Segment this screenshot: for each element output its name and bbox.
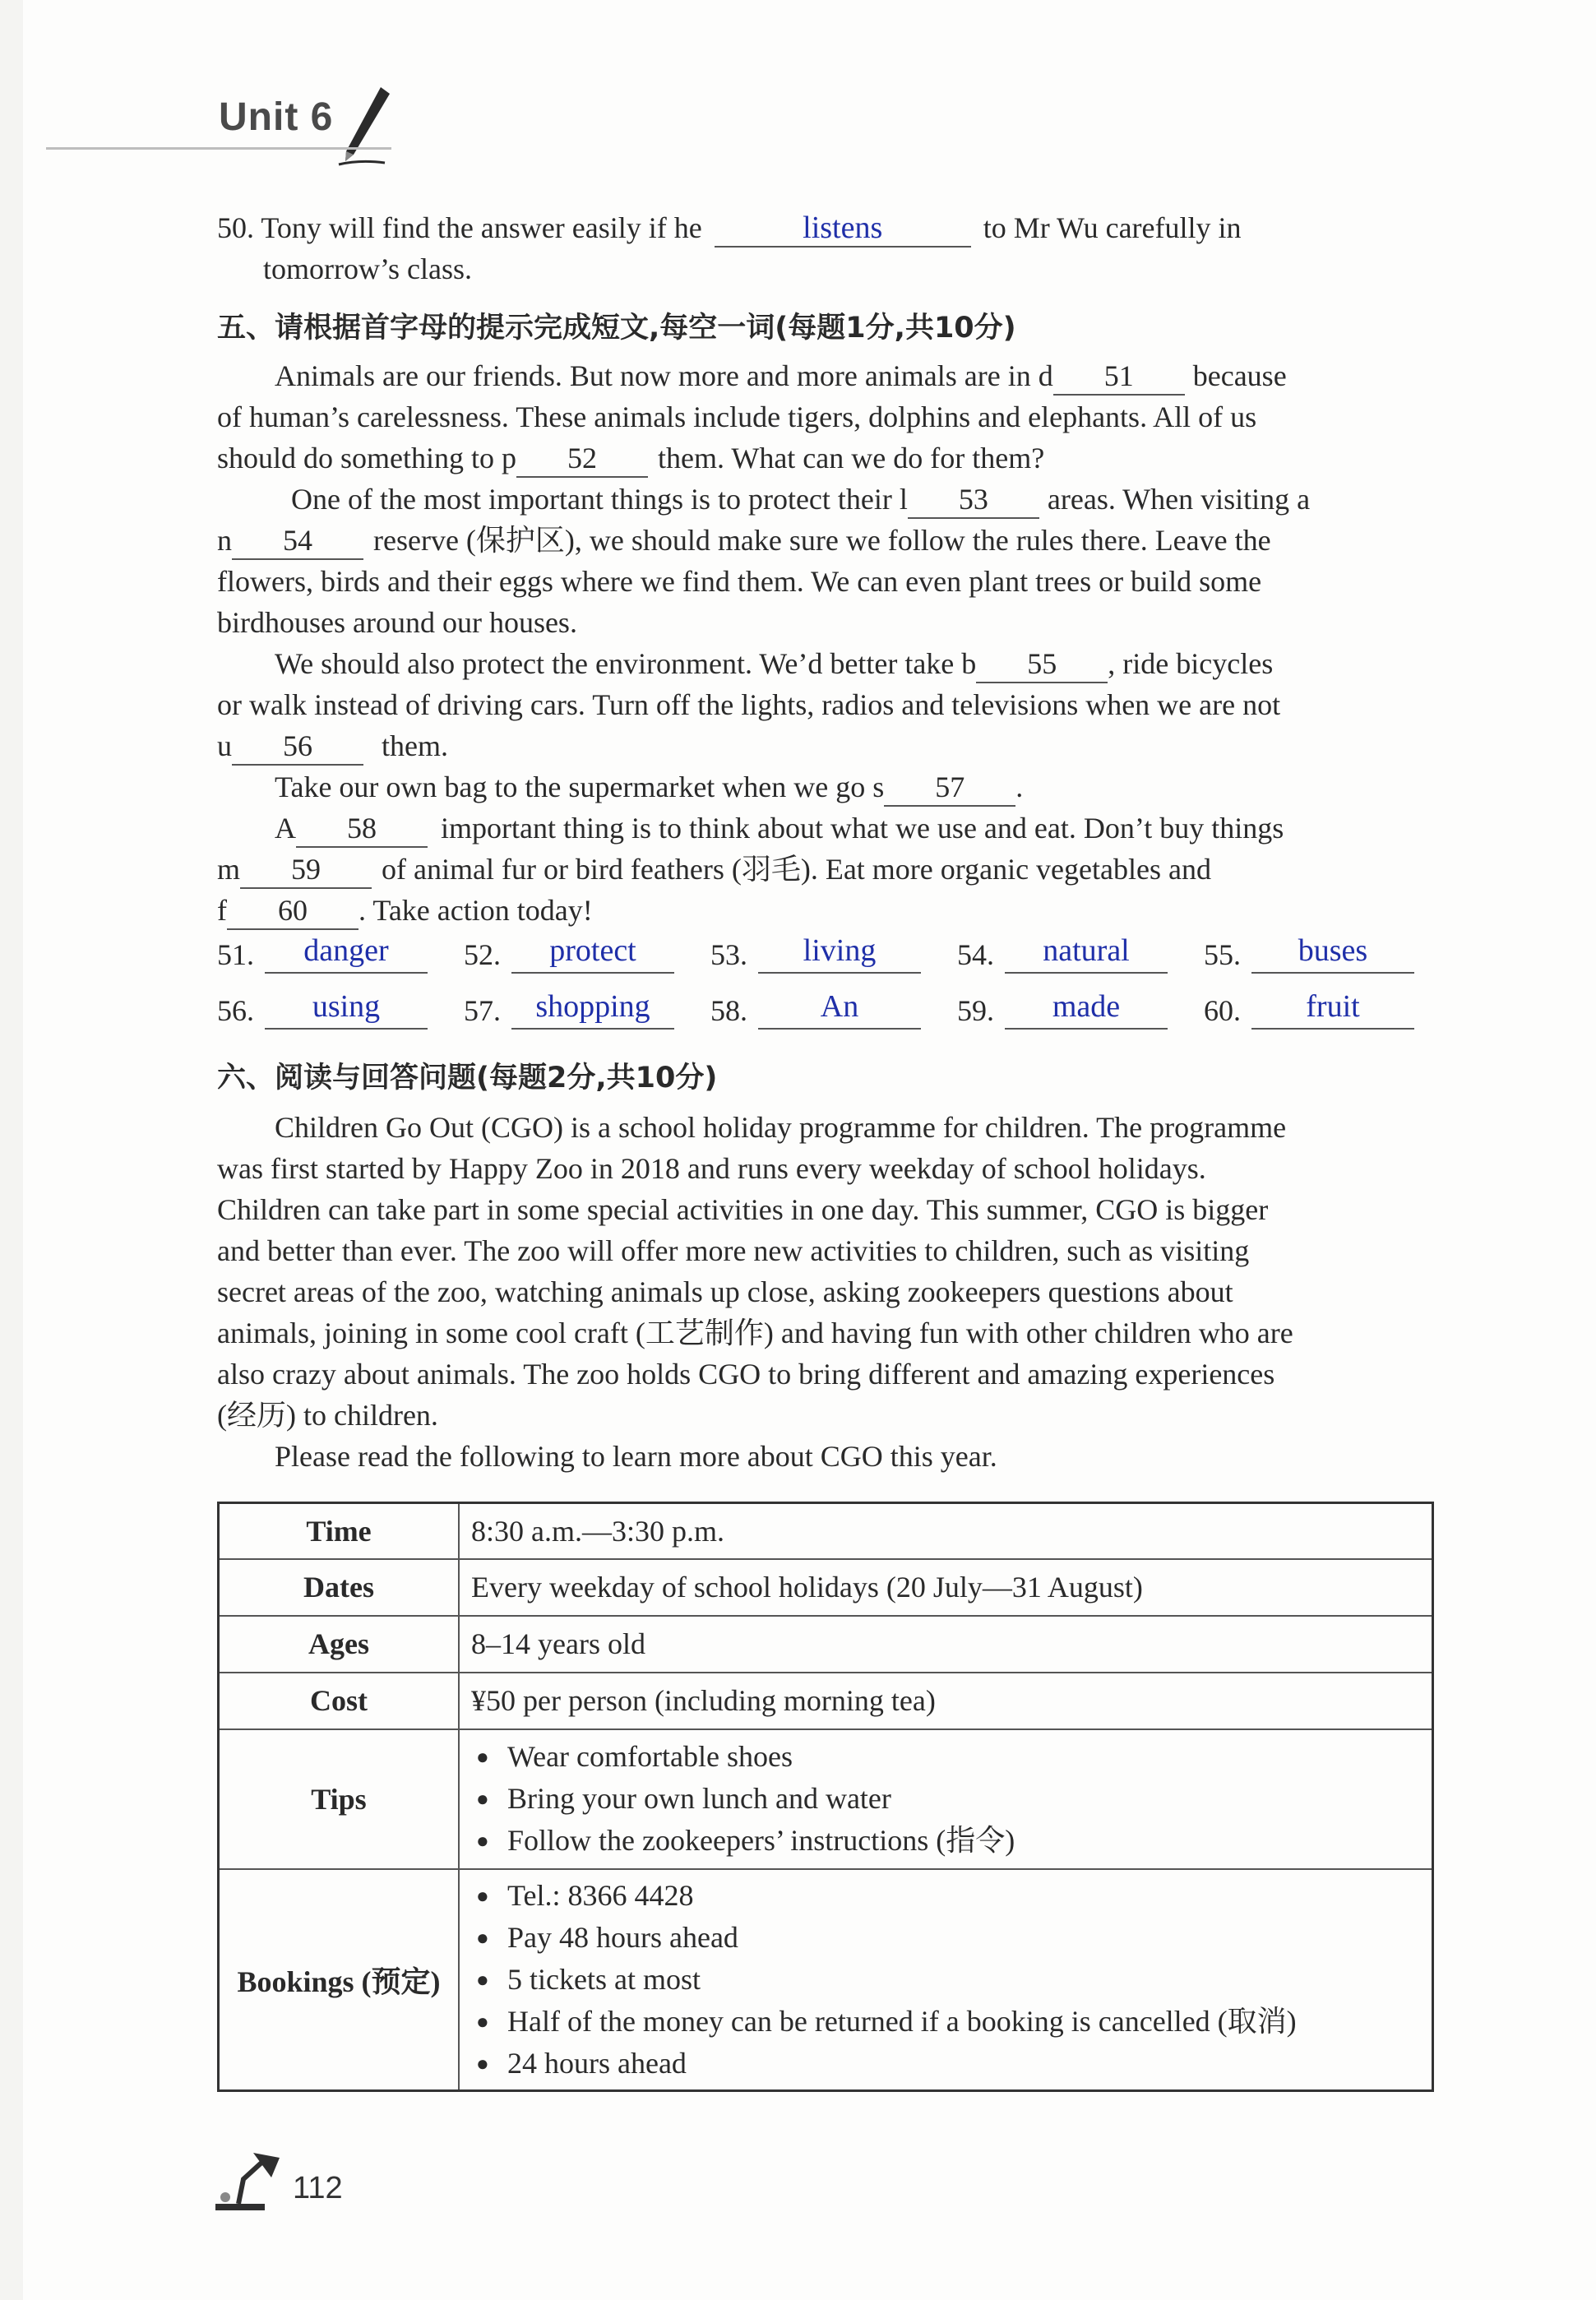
s5-line13: [217, 849, 1211, 890]
list-item-continuation: [471, 2043, 1420, 2085]
bookings-list: [471, 1875, 1420, 2085]
table-row: [219, 1559, 1433, 1616]
s6-line: Children can take part in some special activities in one day. This summer, CGO is bigger: [217, 1193, 1269, 1226]
answer-text: made: [1005, 988, 1168, 1030]
s5-text: We should also protect the environment. We’d better take b: [275, 647, 977, 680]
q50-answer: listens: [803, 211, 883, 245]
blank-55: [976, 646, 1108, 683]
s6-line: Please read the following to learn more about CGO this year.: [275, 1440, 997, 1473]
blank-57: [884, 769, 1015, 807]
s5-text: . Take action today!: [359, 894, 593, 927]
blank-num: 60: [278, 894, 308, 927]
s5-line9: or walk instead of driving cars. Turn off the lights, radios and televisions when we are not: [217, 688, 1281, 721]
cgo-info-table: [217, 1502, 1434, 2092]
table-key: Dates: [219, 1559, 460, 1616]
s5-text: Take our own bag to the supermarket when we go s: [275, 771, 885, 803]
answer-num: 56.: [217, 994, 254, 1027]
s6-line: was first started by Happy Zoo in 2018 and runs every weekday of school holidays.: [217, 1152, 1206, 1185]
blank-60: [227, 892, 359, 930]
s5-line12: [275, 808, 1284, 849]
q50-prefix: 50. Tony will find the answer easily if he: [217, 211, 702, 244]
list-item: ● Half of the money can be returned if a booking is cancelled (取消): [471, 2001, 1420, 2043]
answer-text: buses: [1251, 932, 1414, 974]
answer-58: [710, 989, 859, 1028]
answer-53: [710, 933, 877, 972]
list-item: ● Tel.: 8366 4428: [471, 1875, 1420, 1917]
s5-text: u: [217, 729, 232, 762]
table-row: [219, 1869, 1433, 2091]
answer-59: [957, 989, 1121, 1028]
q50-line1: [217, 207, 1242, 248]
blank-num: 55: [1027, 647, 1057, 680]
answer-text: natural: [1005, 932, 1168, 974]
blank-num: 54: [283, 524, 312, 557]
workbook-page: [23, 0, 1596, 2300]
section5-heading: 五、请根据首字母的提示完成短文,每空一词(每题1分,共10分): [217, 312, 1016, 345]
s5-line11: [275, 766, 1023, 808]
s6-line: animals, joining in some cool craft (工艺制作) and having fun with other children who are: [217, 1317, 1293, 1349]
blank-num: 59: [291, 853, 322, 886]
s5-text: Animals are our friends. But now more and more animals are in d: [275, 359, 1053, 392]
answer-num: 53.: [710, 938, 747, 971]
blank-58: [296, 810, 428, 848]
s5-text: should do something to p: [217, 442, 517, 474]
s5-text: reserve (保护区), we should make sure we follow the rules there. Leave the: [373, 524, 1271, 557]
page-number: 112: [293, 2171, 343, 2205]
table-value: [459, 1869, 1433, 2091]
answer-51: [217, 933, 389, 972]
blank-52: [516, 440, 648, 478]
s5-line8: [275, 643, 1273, 684]
table-value: [459, 1729, 1433, 1869]
answer-num: 54.: [957, 938, 994, 971]
answer-55: [1204, 933, 1368, 972]
table-row: [219, 1616, 1433, 1673]
s5-text: them. What can we do for them?: [658, 442, 1045, 474]
s5-text: areas. When visiting a: [1047, 483, 1311, 516]
answer-text: An: [758, 988, 921, 1030]
q50-suffix: to Mr Wu carefully in: [983, 211, 1242, 244]
s6-line: also crazy about animals. The zoo holds CGO to bring different and amazing experiences: [217, 1358, 1275, 1391]
answer-text: fruit: [1251, 988, 1414, 1030]
answer-num: 59.: [957, 994, 994, 1027]
blank-num: 51: [1103, 359, 1134, 392]
answer-57: [464, 989, 650, 1028]
table-row: [219, 1729, 1433, 1869]
answer-60: [1204, 989, 1360, 1028]
blank-num: 58: [347, 812, 377, 845]
table-value: ¥50 per person (including morning tea): [459, 1673, 1433, 1729]
s5-line10: [217, 725, 448, 766]
s5-line3: [217, 437, 1044, 479]
blank-59: [240, 851, 372, 889]
answer-text: shopping: [511, 988, 674, 1030]
table-key: Time: [219, 1503, 460, 1559]
s6-line: and better than ever. The zoo will offer more new activities to children, such as visiting: [217, 1234, 1250, 1267]
s5-text: of animal fur or bird feathers (羽毛). Eat more organic vegetables and: [382, 853, 1211, 886]
s5-line14: [217, 890, 593, 931]
s5-line4: [291, 479, 1310, 520]
blank-num: 56: [283, 729, 312, 762]
s5-line5: [217, 520, 1271, 561]
blank-53: [908, 481, 1039, 519]
list-item: ● Wear comfortable shoes: [471, 1736, 1420, 1778]
q50-answer-blank: [715, 210, 971, 248]
answer-num: 51.: [217, 938, 254, 971]
s5-line6: flowers, birds and their eggs where we find them. We can even plant trees or build some: [217, 565, 1262, 598]
table-row: [219, 1503, 1433, 1559]
s5-text: because: [1192, 359, 1287, 392]
s6-line: secret areas of the zoo, watching animals up close, asking zookeepers questions about: [217, 1275, 1233, 1308]
s5-text: f: [217, 894, 227, 927]
pen-icon: [335, 84, 393, 166]
s5-text: important thing is to think about what we use and eat. Don’t buy things: [441, 812, 1284, 845]
answer-num: 57.: [464, 994, 501, 1027]
s6-line: (经历) to children.: [217, 1399, 438, 1432]
answer-num: 60.: [1204, 994, 1241, 1027]
header-rule: [46, 147, 391, 150]
s5-text: m: [217, 853, 241, 886]
answer-text: danger: [265, 932, 428, 974]
table-value: 8–14 years old: [459, 1616, 1433, 1673]
answer-text: living: [758, 932, 921, 974]
answer-56: [217, 989, 381, 1028]
answer-text: using: [265, 988, 428, 1030]
table-key: Tips: [219, 1729, 460, 1869]
blank-num: 52: [567, 442, 598, 474]
answer-52: [464, 933, 636, 972]
continuation-text: 24 hours ahead: [507, 2046, 687, 2080]
answer-text: protect: [511, 932, 674, 974]
list-item: ● 5 tickets at most: [471, 1959, 1420, 2001]
answer-54: [957, 933, 1130, 972]
q50-line2: tomorrow’s class.: [263, 252, 472, 285]
blank-num: 53: [958, 483, 988, 516]
unit-title: Unit 6: [219, 95, 334, 139]
s5-text: A: [275, 812, 296, 845]
table-value: 8:30 a.m.—3:30 p.m.: [459, 1503, 1433, 1559]
table-key: Ages: [219, 1616, 460, 1673]
table-key: Bookings (预定): [219, 1869, 460, 2091]
s6-line: Children Go Out (CGO) is a school holiday programme for children. The programme: [275, 1111, 1287, 1144]
list-item: ● Bring your own lunch and water: [471, 1778, 1420, 1820]
s5-line1: [275, 355, 1287, 396]
list-item: ● Follow the zookeepers’ instructions (指令): [471, 1820, 1420, 1862]
table-row: [219, 1673, 1433, 1729]
s5-text: One of the most important things is to protect their l: [291, 483, 908, 516]
table-value: Every weekday of school holidays (20 July—31 August): [459, 1559, 1433, 1616]
answer-num: 58.: [710, 994, 747, 1027]
s5-text: .: [1015, 771, 1024, 803]
table-key: Cost: [219, 1673, 460, 1729]
s5-text: them.: [382, 729, 448, 762]
blank-56: [232, 728, 363, 766]
s5-text: , ride bicycles: [1108, 647, 1274, 680]
section6-heading: 六、阅读与回答问题(每题2分,共10分): [217, 1062, 718, 1094]
tips-list: [471, 1736, 1420, 1862]
desk-lamp-icon: [214, 2146, 288, 2212]
list-item: ● Pay 48 hours ahead: [471, 1917, 1420, 1959]
blank-54: [232, 522, 363, 560]
answer-num: 52.: [464, 938, 501, 971]
s5-line2: of human’s carelessness. These animals include tigers, dolphins and elephants. All of us: [217, 400, 1257, 433]
blank-num: 57: [935, 771, 965, 803]
s5-line7: birdhouses around our houses.: [217, 606, 577, 639]
blank-51: [1053, 358, 1185, 396]
s5-text: n: [217, 524, 232, 557]
answer-num: 55.: [1204, 938, 1241, 971]
